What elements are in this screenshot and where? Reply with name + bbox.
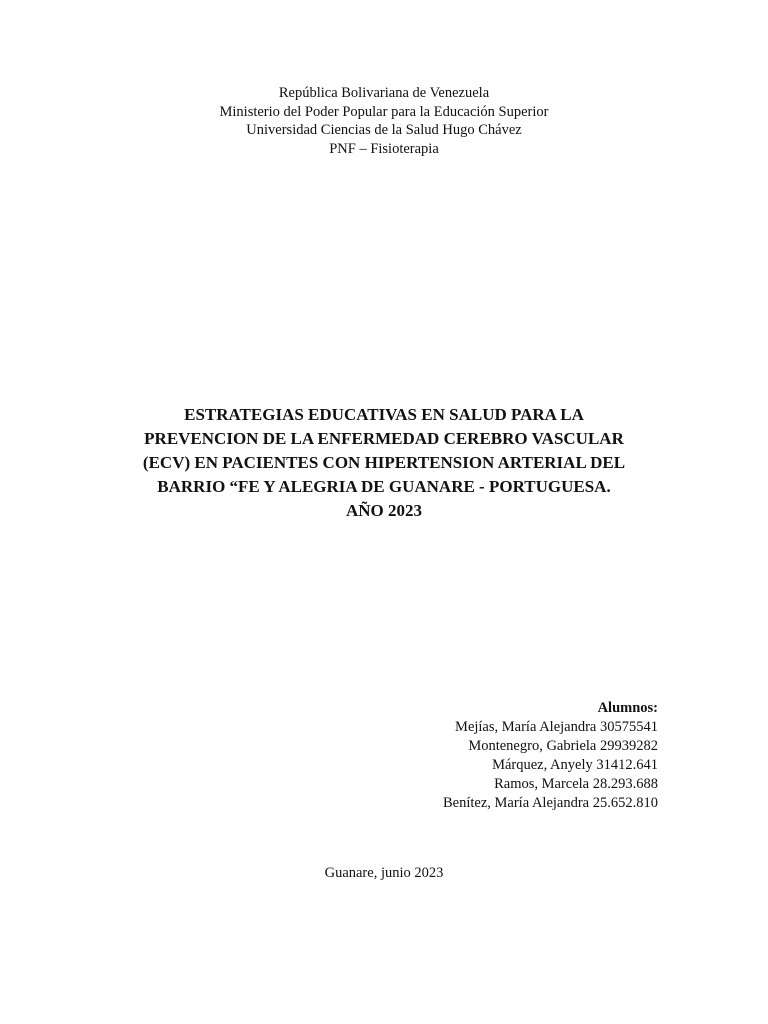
students-block bbox=[258, 699, 658, 813]
place-date: Guanare, junio 2023 bbox=[324, 865, 444, 881]
student-name: Mejías, María Alejandra 30575541 bbox=[455, 719, 658, 735]
header-line-program: PNF – Fisioterapia bbox=[329, 140, 439, 157]
header-line-country: República Bolivariana de Venezuela bbox=[278, 85, 490, 101]
title-line: (ECV) EN PACIENTES CON HIPERTENSION ARTERIAL DEL bbox=[142, 453, 626, 472]
student-name: Márquez, Anyely 31412.641 bbox=[492, 757, 658, 773]
title-line: AÑO 2023 bbox=[345, 501, 423, 520]
institution-header bbox=[0, 84, 768, 158]
header-line-university: Universidad Ciencias de la Salud Hugo Chávez bbox=[246, 122, 522, 138]
document-title bbox=[100, 403, 668, 523]
student-name: Ramos, Marcela 28.293.688 bbox=[494, 776, 658, 792]
title-line: BARRIO “FE Y ALEGRIA DE GUANARE - PORTUGUESA. bbox=[157, 477, 611, 496]
header-line-ministry: Ministerio del Poder Popular para la Educación Superior bbox=[219, 103, 549, 120]
students-label: Alumnos: bbox=[597, 700, 658, 716]
student-name: Montenegro, Gabriela 29939282 bbox=[468, 738, 658, 754]
student-name: Benítez, María Alejandra 25.652.810 bbox=[442, 795, 658, 811]
title-line: ESTRATEGIAS EDUCATIVAS EN SALUD PARA LA bbox=[184, 405, 584, 424]
title-line: PREVENCION DE LA ENFERMEDAD CEREBRO VASCULAR bbox=[144, 429, 624, 448]
